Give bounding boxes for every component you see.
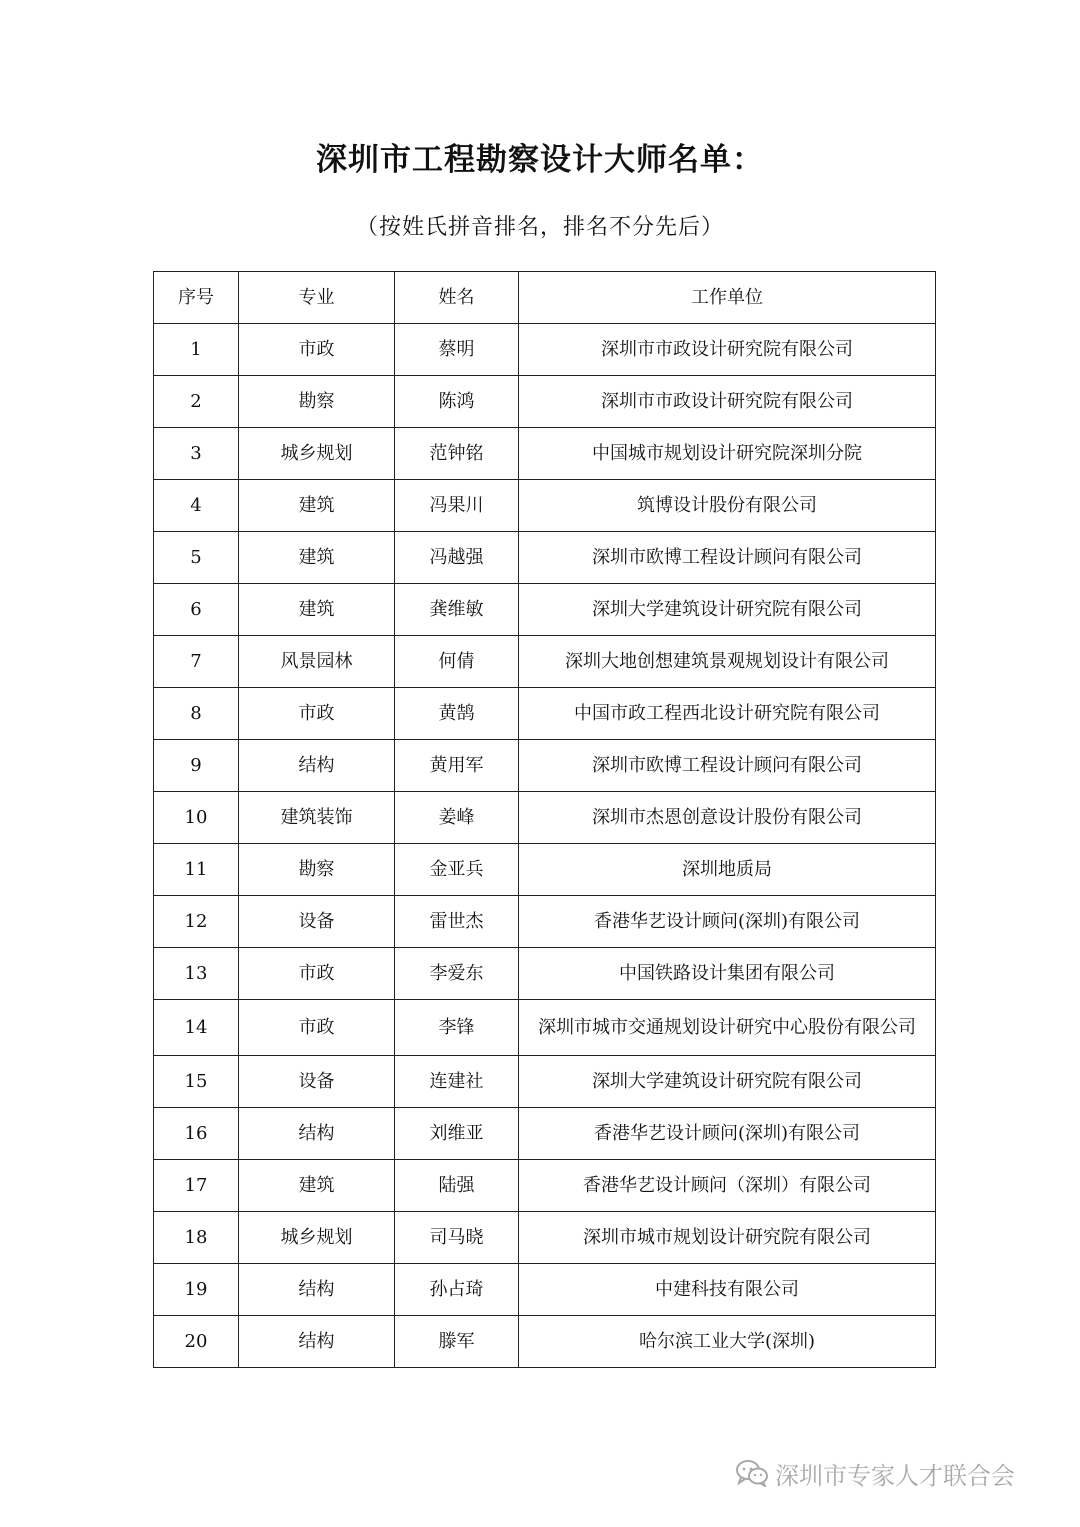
- cell-organization: 深圳市城市交通规划设计研究中心股份有限公司: [519, 1000, 936, 1056]
- cell-seq: 11: [154, 844, 239, 896]
- cell-organization: 深圳市欧博工程设计顾问有限公司: [519, 740, 936, 792]
- table-row: [154, 740, 936, 792]
- table-row: [154, 1316, 936, 1368]
- cell-specialty: 城乡规划: [239, 428, 395, 480]
- cell-seq: 19: [154, 1264, 239, 1316]
- wechat-icon: [735, 1459, 769, 1487]
- cell-name: 李锋: [395, 1000, 519, 1056]
- cell-organization: 中国市政工程西北设计研究院有限公司: [519, 688, 936, 740]
- cell-name: 黄用军: [395, 740, 519, 792]
- cell-seq: 6: [154, 584, 239, 636]
- cell-seq: 2: [154, 376, 239, 428]
- cell-specialty: 市政: [239, 948, 395, 1000]
- cell-name: 范钟铭: [395, 428, 519, 480]
- cell-specialty: 建筑: [239, 584, 395, 636]
- cell-specialty: 建筑装饰: [239, 792, 395, 844]
- cell-seq: 9: [154, 740, 239, 792]
- cell-name: 姜峰: [395, 792, 519, 844]
- cell-seq: 7: [154, 636, 239, 688]
- cell-specialty: 建筑: [239, 532, 395, 584]
- cell-seq: 13: [154, 948, 239, 1000]
- cell-organization: 深圳市欧博工程设计顾问有限公司: [519, 532, 936, 584]
- cell-name: 陆强: [395, 1160, 519, 1212]
- cell-seq: 16: [154, 1108, 239, 1160]
- cell-name: 冯果川: [395, 480, 519, 532]
- cell-organization: 中国城市规划设计研究院深圳分院: [519, 428, 936, 480]
- cell-seq: 17: [154, 1160, 239, 1212]
- cell-organization: 深圳市市政设计研究院有限公司: [519, 324, 936, 376]
- cell-organization: 深圳大学建筑设计研究院有限公司: [519, 1056, 936, 1108]
- cell-name: 李爱东: [395, 948, 519, 1000]
- header-seq: 序号: [154, 272, 239, 324]
- cell-specialty: 市政: [239, 688, 395, 740]
- cell-organization: 深圳市市政设计研究院有限公司: [519, 376, 936, 428]
- cell-organization: 筑博设计股份有限公司: [519, 480, 936, 532]
- table-header-row: [154, 272, 936, 324]
- cell-name: 连建社: [395, 1056, 519, 1108]
- cell-seq: 3: [154, 428, 239, 480]
- cell-seq: 4: [154, 480, 239, 532]
- table-row: [154, 688, 936, 740]
- cell-specialty: 结构: [239, 1108, 395, 1160]
- table-row: [154, 584, 936, 636]
- table-row: [154, 1264, 936, 1316]
- cell-organization: 深圳大学建筑设计研究院有限公司: [519, 584, 936, 636]
- header-specialty: 专业: [239, 272, 395, 324]
- cell-seq: 10: [154, 792, 239, 844]
- cell-seq: 14: [154, 1000, 239, 1056]
- cell-specialty: 市政: [239, 324, 395, 376]
- cell-specialty: 建筑: [239, 1160, 395, 1212]
- header-organization: 工作单位: [519, 272, 936, 324]
- cell-name: 刘维亚: [395, 1108, 519, 1160]
- table-row: [154, 896, 936, 948]
- cell-name: 孙占琦: [395, 1264, 519, 1316]
- cell-name: 金亚兵: [395, 844, 519, 896]
- cell-seq: 8: [154, 688, 239, 740]
- header-name: 姓名: [395, 272, 519, 324]
- table-row: [154, 1160, 936, 1212]
- cell-organization: 中国铁路设计集团有限公司: [519, 948, 936, 1000]
- cell-name: 陈鸿: [395, 376, 519, 428]
- table-row: [154, 532, 936, 584]
- document-title: 深圳市工程勘察设计大师名单：: [316, 142, 764, 178]
- cell-name: 冯越强: [395, 532, 519, 584]
- cell-specialty: 风景园林: [239, 636, 395, 688]
- table-row: [154, 376, 936, 428]
- watermark-text: 深圳市专家人才联合会: [775, 1461, 1015, 1490]
- cell-organization: 香港华艺设计顾问（深圳）有限公司: [519, 1160, 936, 1212]
- cell-organization: 香港华艺设计顾问(深圳)有限公司: [519, 1108, 936, 1160]
- cell-organization: 深圳大地创想建筑景观规划设计有限公司: [519, 636, 936, 688]
- table-row: [154, 844, 936, 896]
- cell-organization: 香港华艺设计顾问(深圳)有限公司: [519, 896, 936, 948]
- table-row: [154, 792, 936, 844]
- cell-seq: 18: [154, 1212, 239, 1264]
- cell-name: 司马晓: [395, 1212, 519, 1264]
- cell-name: 黄鹄: [395, 688, 519, 740]
- cell-specialty: 城乡规划: [239, 1212, 395, 1264]
- cell-specialty: 市政: [239, 1000, 395, 1056]
- cell-seq: 20: [154, 1316, 239, 1368]
- cell-organization: 中建科技有限公司: [519, 1264, 936, 1316]
- cell-specialty: 结构: [239, 740, 395, 792]
- cell-organization: 哈尔滨工业大学(深圳): [519, 1316, 936, 1368]
- table-row: [154, 1056, 936, 1108]
- table-row: [154, 1000, 936, 1056]
- watermark: [735, 1455, 1065, 1491]
- cell-name: 蔡明: [395, 324, 519, 376]
- table-row: [154, 428, 936, 480]
- table-row: [154, 480, 936, 532]
- table-row: [154, 324, 936, 376]
- cell-organization: 深圳地质局: [519, 844, 936, 896]
- cell-name: 滕军: [395, 1316, 519, 1368]
- cell-name: 龚维敏: [395, 584, 519, 636]
- cell-seq: 12: [154, 896, 239, 948]
- cell-seq: 1: [154, 324, 239, 376]
- cell-specialty: 勘察: [239, 844, 395, 896]
- cell-specialty: 勘察: [239, 376, 395, 428]
- cell-seq: 5: [154, 532, 239, 584]
- cell-organization: 深圳市城市规划设计研究院有限公司: [519, 1212, 936, 1264]
- table-row: [154, 1212, 936, 1264]
- cell-specialty: 建筑: [239, 480, 395, 532]
- table-row: [154, 948, 936, 1000]
- table-row: [154, 1108, 936, 1160]
- document-subtitle: （按姓氏拼音排名，排名不分先后）: [355, 215, 724, 240]
- cell-specialty: 结构: [239, 1264, 395, 1316]
- cell-specialty: 设备: [239, 1056, 395, 1108]
- masters-table: [153, 271, 936, 1368]
- cell-specialty: 结构: [239, 1316, 395, 1368]
- cell-organization: 深圳市杰恩创意设计股份有限公司: [519, 792, 936, 844]
- cell-specialty: 设备: [239, 896, 395, 948]
- cell-name: 何倩: [395, 636, 519, 688]
- cell-seq: 15: [154, 1056, 239, 1108]
- table-row: [154, 636, 936, 688]
- cell-name: 雷世杰: [395, 896, 519, 948]
